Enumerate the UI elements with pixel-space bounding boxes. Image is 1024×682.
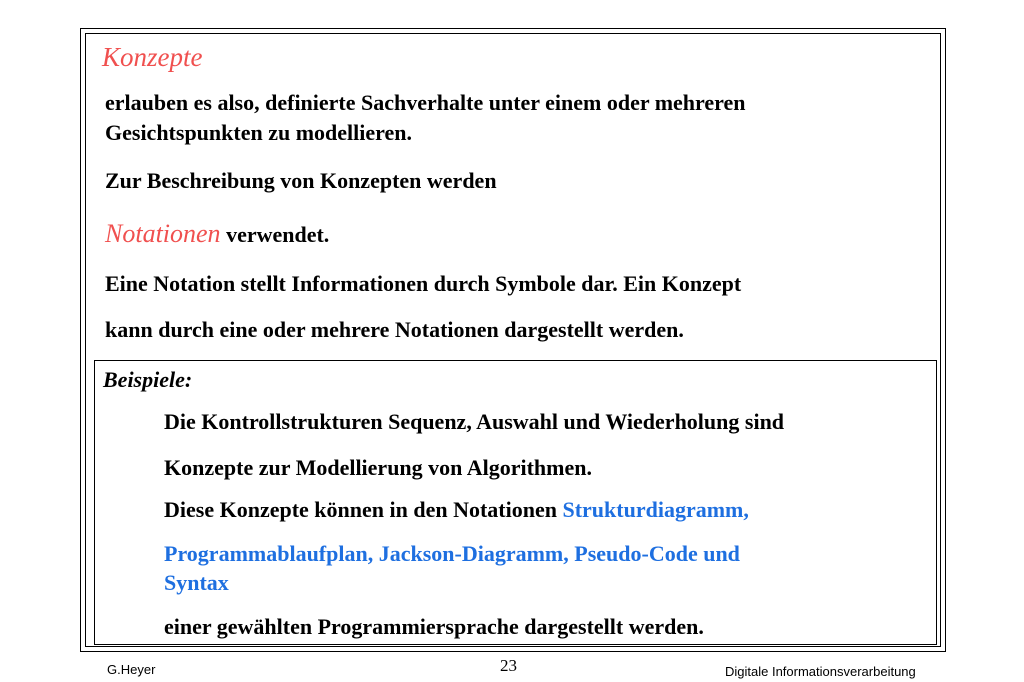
notation-list: Programmablaufplan, Jackson-Diagramm, Pseudo-Code und	[164, 541, 740, 566]
example-line-1: Die Kontrollstrukturen Sequenz, Auswahl und Wiederholung sind	[164, 409, 785, 434]
description-line: Zur Beschreibung von Konzepten werden	[105, 168, 497, 193]
notation-line	[105, 220, 329, 249]
intro-line-2: Gesichtspunkten zu modellieren.	[105, 120, 413, 145]
definition-line-2: kann durch eine oder mehrere Notationen dargestellt werden.	[105, 317, 684, 342]
notation-syntax: Syntax	[164, 570, 229, 595]
footer-course: Digitale Informationsverarbeitung	[725, 664, 916, 679]
notation-term: Notationen	[105, 219, 221, 248]
footer-author: G.Heyer	[107, 662, 156, 677]
example-line-3	[164, 496, 749, 524]
example-line-3-prefix: Diese Konzepte können in den Notationen	[164, 497, 563, 522]
example-line-6: einer gewählten Programmiersprache dargestellt werden.	[164, 614, 704, 639]
intro-line-1: erlauben es also, definierte Sachverhalte unter einem oder mehreren	[105, 90, 746, 115]
definition-line-1: Eine Notation stellt Informationen durch Symbole dar. Ein Konzept	[105, 271, 742, 296]
footer-page-number: 23	[500, 656, 517, 675]
notation-strukturdiagramm: Strukturdiagramm,	[562, 497, 749, 522]
examples-heading: Beispiele:	[103, 367, 193, 392]
slide-title: Konzepte	[102, 42, 203, 72]
example-line-2: Konzepte zur Modellierung von Algorithmen.	[164, 455, 592, 480]
notation-rest: verwendet.	[220, 222, 330, 247]
